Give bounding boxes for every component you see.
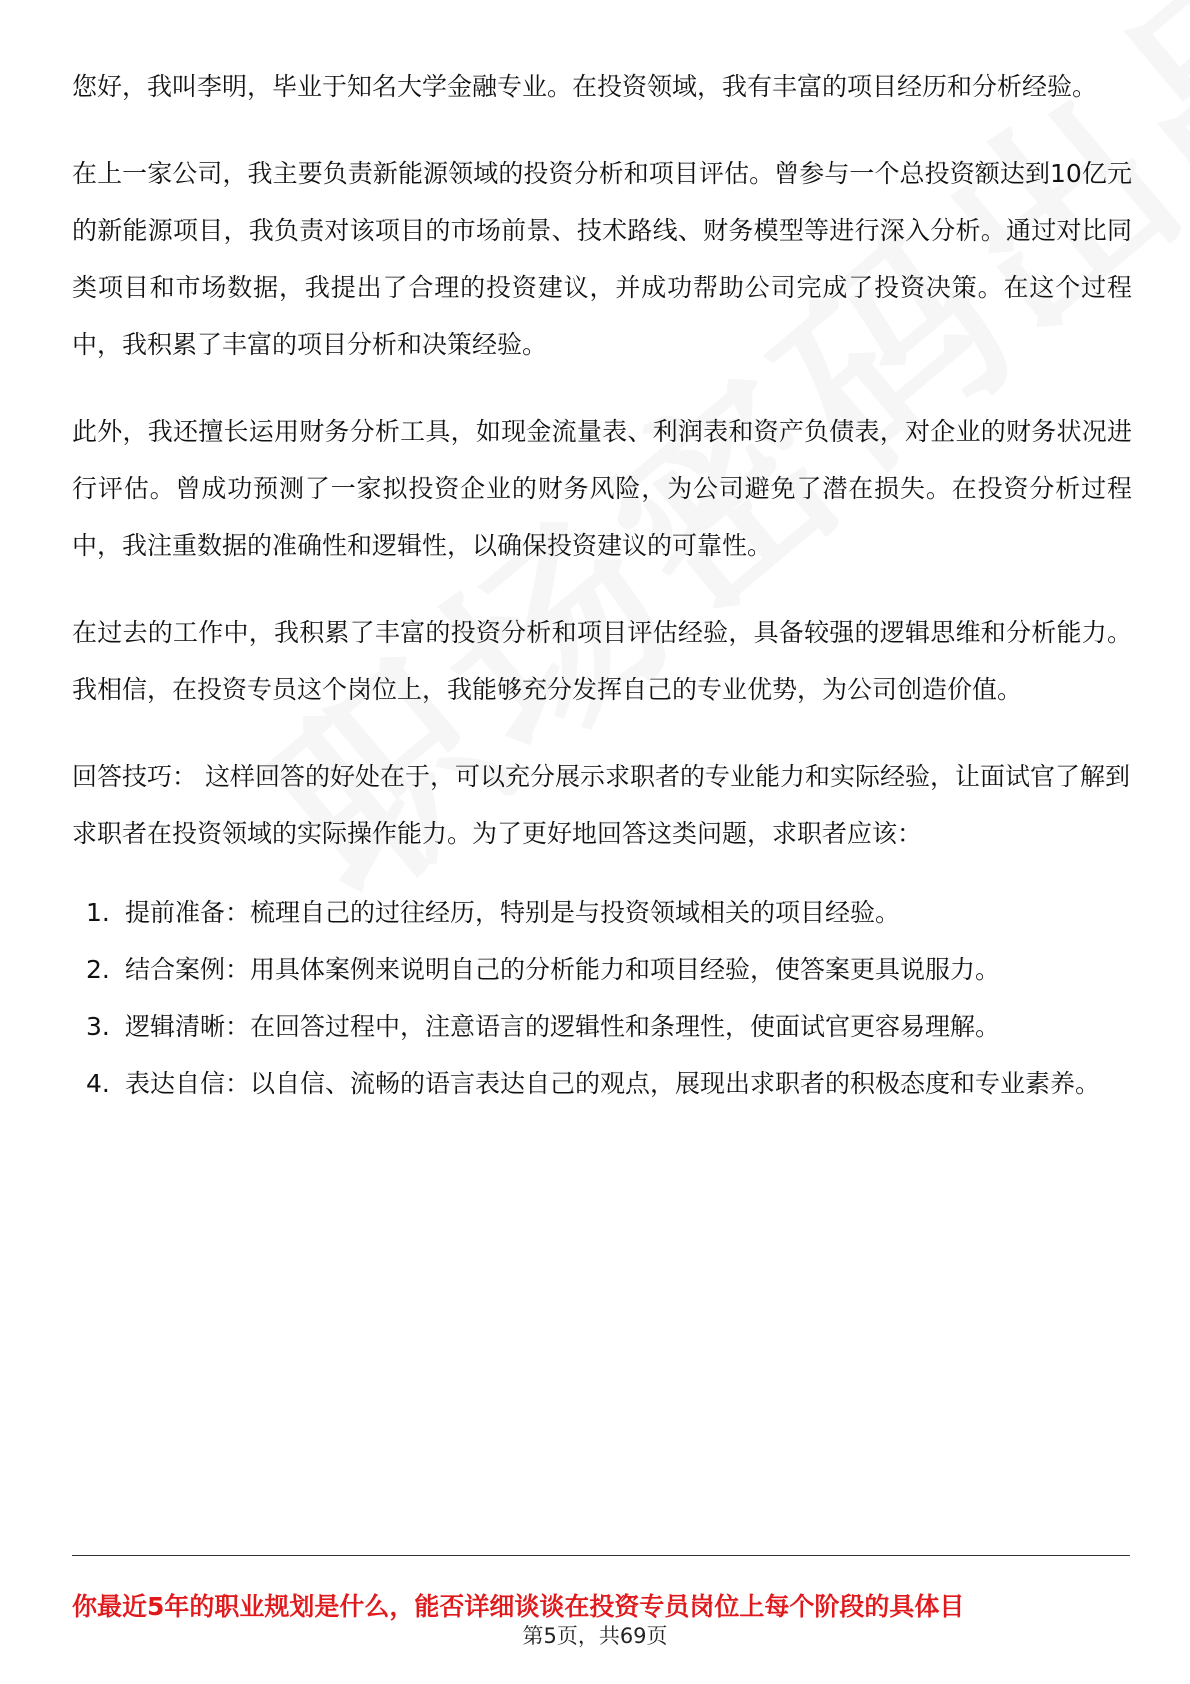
section-divider: [72, 1555, 1130, 1556]
list-item-number: 2.: [86, 955, 110, 984]
list-item-number: 3.: [86, 1012, 110, 1041]
tips-intro: 回答技巧： 这样回答的好处在于，可以充分展示求职者的专业能力和实际经验，让面试官了解到求职者在投资领域的实际操作能力。为了更好地回答这类问题，求职者应该：: [72, 762, 1130, 848]
next-question-heading: 你最近5年的职业规划是什么，能否详细谈谈在投资专员岗位上每个阶段的具体目: [72, 1592, 965, 1621]
list-item-text: 表达自信：以自信、流畅的语言表达自己的观点，展现出求职者的积极态度和专业素养。: [125, 1069, 1101, 1098]
list-item: [72, 884, 1132, 941]
list-item-number: 1.: [86, 898, 110, 927]
answer-paragraph: 此外，我还擅长运用财务分析工具，如现金流量表、利润表和资产负债表，对企业的财务状况进行评估。曾成功预测了一家拟投资企业的财务风险，为公司避免了潜在损失。在投资分析过程中，我注重数据的准确性和逻辑性，以确保投资建议的可靠性。: [72, 417, 1132, 560]
tips-list: [72, 884, 1132, 1112]
list-item: [72, 1055, 1132, 1112]
list-item-text: 提前准备：梳理自己的过往经历，特别是与投资领域相关的项目经验。: [125, 898, 901, 927]
page-number: 第5页，共69页: [522, 1624, 668, 1648]
list-item-text: 逻辑清晰：在回答过程中，注意语言的逻辑性和条理性，使面试官更容易理解。: [125, 1012, 1001, 1041]
list-item: [72, 941, 1132, 998]
answer-paragraph: 您好，我叫李明，毕业于知名大学金融专业。在投资领域，我有丰富的项目经历和分析经验。: [72, 72, 1098, 101]
list-item-text: 结合案例：用具体案例来说明自己的分析能力和项目经验，使答案更具说服力。: [125, 955, 1001, 984]
answer-paragraph: 在上一家公司，我主要负责新能源领域的投资分析和项目评估。曾参与一个总投资额达到10亿元的新能源项目，我负责对该项目的市场前景、技术路线、财务模型等进行深入分析。通过对比同类项目和市场数据，我提出了合理的投资建议，并成功帮助公司完成了投资决策。在这个过程中，我积累了丰富的项目分析和决策经验。: [72, 159, 1132, 359]
answer-content: [72, 58, 1132, 1112]
answer-paragraph: 在过去的工作中，我积累了丰富的投资分析和项目评估经验，具备较强的逻辑思维和分析能力。我相信，在投资专员这个岗位上，我能够充分发挥自己的专业优势，为公司创造价值。: [72, 618, 1132, 704]
list-item-number: 4.: [86, 1069, 110, 1098]
list-item: [72, 998, 1132, 1055]
